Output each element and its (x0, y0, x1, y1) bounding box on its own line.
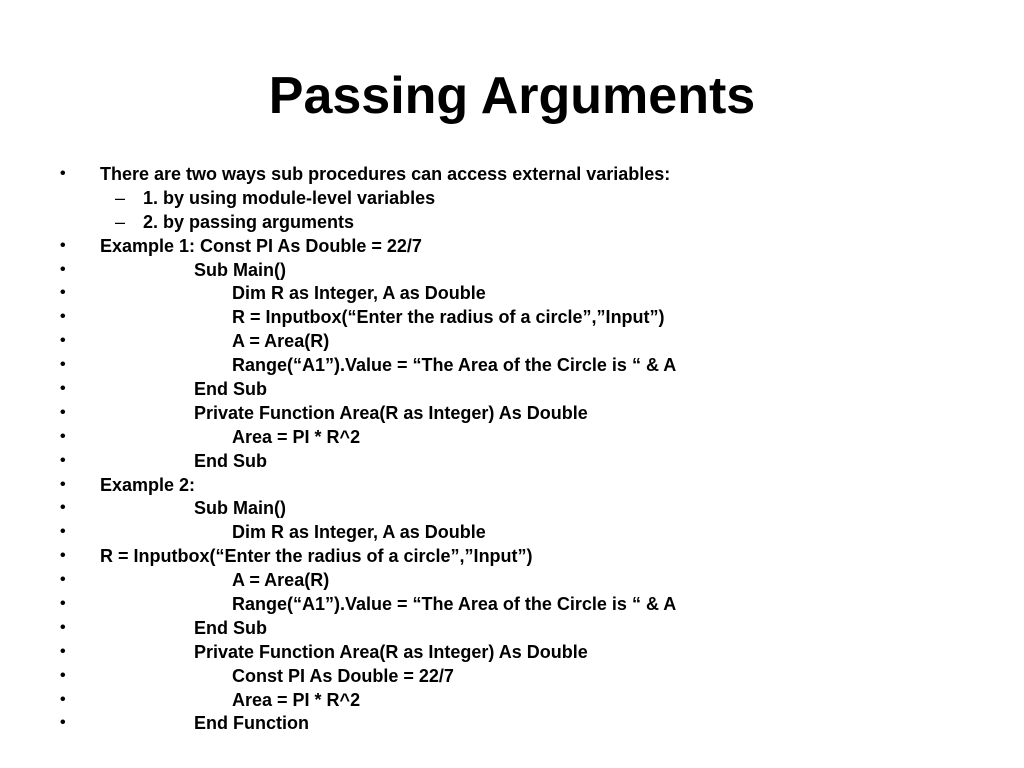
bullet-icon: • (60, 475, 66, 493)
list-item (0, 305, 1024, 329)
bullet-icon: • (60, 547, 66, 565)
bullet-icon: • (60, 427, 66, 445)
bullet-icon: • (60, 165, 66, 182)
code-line: R = Inputbox(“Enter the radius of a circle”,”Input”) (232, 307, 665, 328)
code-line: Sub Main() (194, 259, 286, 280)
code-line: A = Area(R) (232, 331, 330, 352)
slide-title: Passing Arguments (268, 67, 756, 125)
code-line: R = Inputbox(“Enter the radius of a circle”,”Input”) (100, 546, 533, 567)
sub-list-item-text: 1. by using module-level variables (143, 187, 436, 208)
bullet-icon: • (60, 595, 66, 613)
code-line: Area = PI * R^2 (232, 689, 361, 710)
list-item (0, 544, 1024, 568)
code-line: End Sub (194, 450, 267, 471)
code-line: Private Function Area(R as Integer) As Double (194, 402, 588, 423)
list-item (0, 449, 1024, 473)
bullet-icon: • (60, 714, 66, 732)
list-item-text: Example 2: (100, 474, 196, 495)
list-item (0, 281, 1024, 305)
bullet-icon: • (60, 690, 66, 708)
list-item (0, 401, 1024, 425)
code-line: Sub Main() (194, 498, 286, 519)
code-line: End Function (194, 713, 309, 734)
code-line: End Sub (194, 617, 267, 638)
list-item (0, 688, 1024, 712)
code-line: Const PI As Double = 22/7 (232, 665, 454, 686)
bullet-icon: • (60, 260, 66, 278)
dash-icon: – (115, 211, 126, 232)
bullet-icon: • (60, 332, 66, 350)
code-line: Area = PI * R^2 (232, 426, 361, 447)
list-item (0, 496, 1024, 520)
bullet-icon: • (60, 451, 66, 469)
sub-list-item-text: 2. by passing arguments (143, 211, 355, 232)
list-item (0, 162, 1024, 186)
bullet-icon: • (60, 380, 66, 398)
list-item (0, 353, 1024, 377)
list-item (0, 234, 1024, 258)
list-item (0, 616, 1024, 640)
bullet-icon: • (60, 236, 66, 254)
slide-content (0, 162, 1024, 735)
sub-list-item (0, 186, 1024, 210)
bullet-icon: • (60, 308, 66, 326)
code-line: Dim R as Integer, A as Double (232, 283, 486, 304)
list-item (0, 711, 1024, 735)
bullet-icon: • (60, 666, 66, 684)
code-line: Dim R as Integer, A as Double (232, 522, 486, 543)
list-item (0, 329, 1024, 353)
bullet-icon: • (60, 571, 66, 589)
bullet-icon: • (60, 618, 66, 636)
list-item (0, 258, 1024, 282)
code-line: Range(“A1”).Value = “The Area of the Circle is “ & A (232, 594, 677, 615)
list-item (0, 592, 1024, 616)
code-line: A = Area(R) (232, 570, 330, 591)
list-item (0, 473, 1024, 497)
list-item (0, 425, 1024, 449)
bullet-icon: • (60, 284, 66, 302)
list-item-text: There are two ways sub procedures can access external variables: (100, 164, 671, 184)
dash-icon: – (115, 187, 126, 208)
bullet-icon: • (60, 356, 66, 374)
code-line: End Sub (194, 379, 267, 400)
bullet-icon: • (60, 642, 66, 660)
sub-list-item (0, 210, 1024, 234)
code-line: Range(“A1”).Value = “The Area of the Circle is “ & A (232, 355, 677, 376)
list-item (0, 377, 1024, 401)
list-item (0, 520, 1024, 544)
code-line: Private Function Area(R as Integer) As Double (194, 641, 588, 662)
bullet-icon: • (60, 523, 66, 541)
bullet-icon: • (60, 499, 66, 517)
list-item (0, 568, 1024, 592)
bullet-icon: • (60, 403, 66, 421)
list-item (0, 640, 1024, 664)
list-item (0, 664, 1024, 688)
list-item-text: Example 1: Const PI As Double = 22/7 (100, 235, 422, 256)
